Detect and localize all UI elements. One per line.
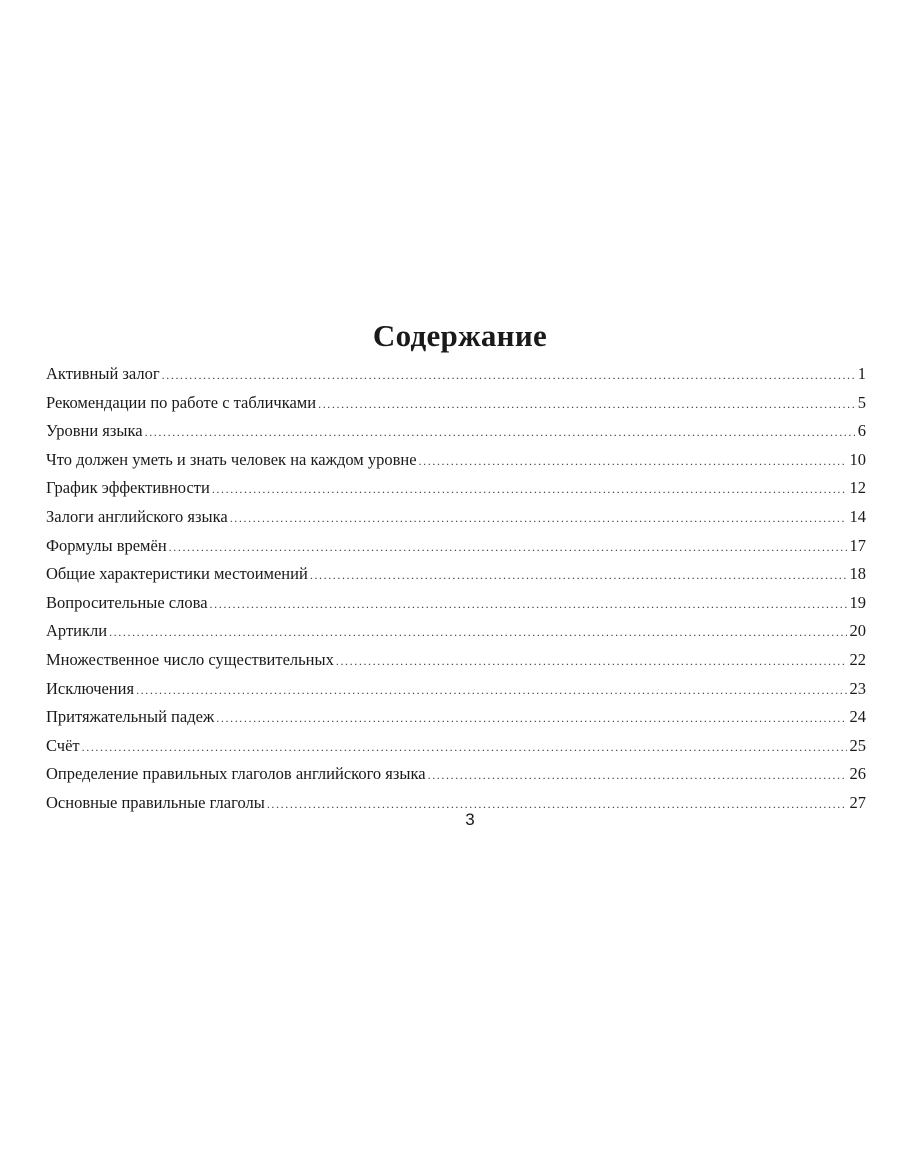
toc-entry-label: Формулы времён	[46, 535, 167, 555]
toc-entry	[46, 617, 866, 646]
toc-leader-dots	[318, 390, 855, 419]
toc-entry-label: Основные правильные глаголы	[46, 792, 265, 812]
toc-entry-page: 10	[849, 449, 866, 469]
toc-entry	[46, 732, 866, 761]
toc-leader-dots	[169, 533, 847, 562]
toc-entry-label: Залоги английского языка	[46, 506, 228, 526]
toc-entry-page: 20	[849, 621, 866, 641]
toc-entry-page: 23	[849, 678, 866, 698]
toc-entry-page: 14	[849, 506, 866, 526]
toc-entry-label: Вопросительные слова	[46, 592, 208, 612]
toc-leader-dots	[212, 475, 847, 504]
toc-leader-dots	[216, 704, 846, 733]
toc-leader-dots	[310, 561, 847, 590]
toc-entry-label: Множественное число существительных	[46, 649, 334, 669]
toc-entry-label: Исключения	[46, 678, 135, 698]
toc-entry-label: Уровни языка	[46, 421, 143, 441]
toc-entry	[46, 389, 866, 418]
toc-entry	[46, 360, 866, 389]
page-title: Содержание	[372, 318, 548, 353]
toc-entry	[46, 474, 866, 503]
toc-entry-label: Активный залог	[46, 364, 160, 383]
toc-entry-label: Определение правильных глаголов английского языка	[46, 764, 426, 784]
toc-entry-page: 12	[849, 478, 866, 498]
toc-entry-page: 25	[849, 735, 866, 755]
toc-entry-page: 5	[857, 392, 866, 412]
toc-entry-label: Общие характеристики местоимений	[46, 564, 308, 584]
toc-entry-page: 6	[857, 421, 866, 441]
toc-entry-label: Рекомендации по работе с табличками	[46, 392, 317, 412]
toc-entry	[46, 503, 866, 532]
toc-entry	[46, 760, 866, 789]
toc-leader-dots	[210, 590, 847, 619]
toc-leader-dots	[162, 361, 855, 390]
toc-entry	[46, 675, 866, 704]
toc-leader-dots	[82, 733, 847, 762]
toc-entry-label: Артикли	[46, 621, 108, 641]
toc-entry-page: 27	[849, 792, 866, 812]
toc-leader-dots	[145, 418, 855, 447]
toc-leader-dots	[419, 447, 847, 476]
toc-entry	[46, 417, 866, 446]
page-number: 3	[465, 810, 475, 829]
toc-entry-page: 24	[849, 707, 866, 727]
toc-entry	[46, 646, 866, 675]
toc-leader-dots	[230, 504, 847, 533]
toc-entry-label: Счёт	[46, 735, 80, 755]
table-of-contents	[46, 360, 866, 818]
toc-entry	[46, 446, 866, 475]
toc-entry-label: График эффективности	[46, 478, 210, 498]
toc-leader-dots	[136, 676, 846, 705]
toc-entry	[46, 560, 866, 589]
toc-entry-page: 26	[849, 764, 866, 784]
toc-entry-page: 17	[849, 535, 866, 555]
toc-entry-label: Что должен уметь и знать человек на каждом уровне	[46, 449, 417, 469]
toc-entry	[46, 532, 866, 561]
toc-leader-dots	[428, 761, 847, 790]
toc-leader-dots	[109, 618, 846, 647]
toc-entry-page: 19	[849, 592, 866, 612]
toc-entry-page: 22	[849, 649, 866, 669]
toc-entry	[46, 703, 866, 732]
toc-entry-page: 18	[849, 564, 866, 584]
toc-entry-label: Притяжательный падеж	[46, 707, 215, 727]
toc-leader-dots	[336, 647, 847, 676]
toc-entry-page: 1	[857, 364, 866, 383]
toc-entry	[46, 589, 866, 618]
